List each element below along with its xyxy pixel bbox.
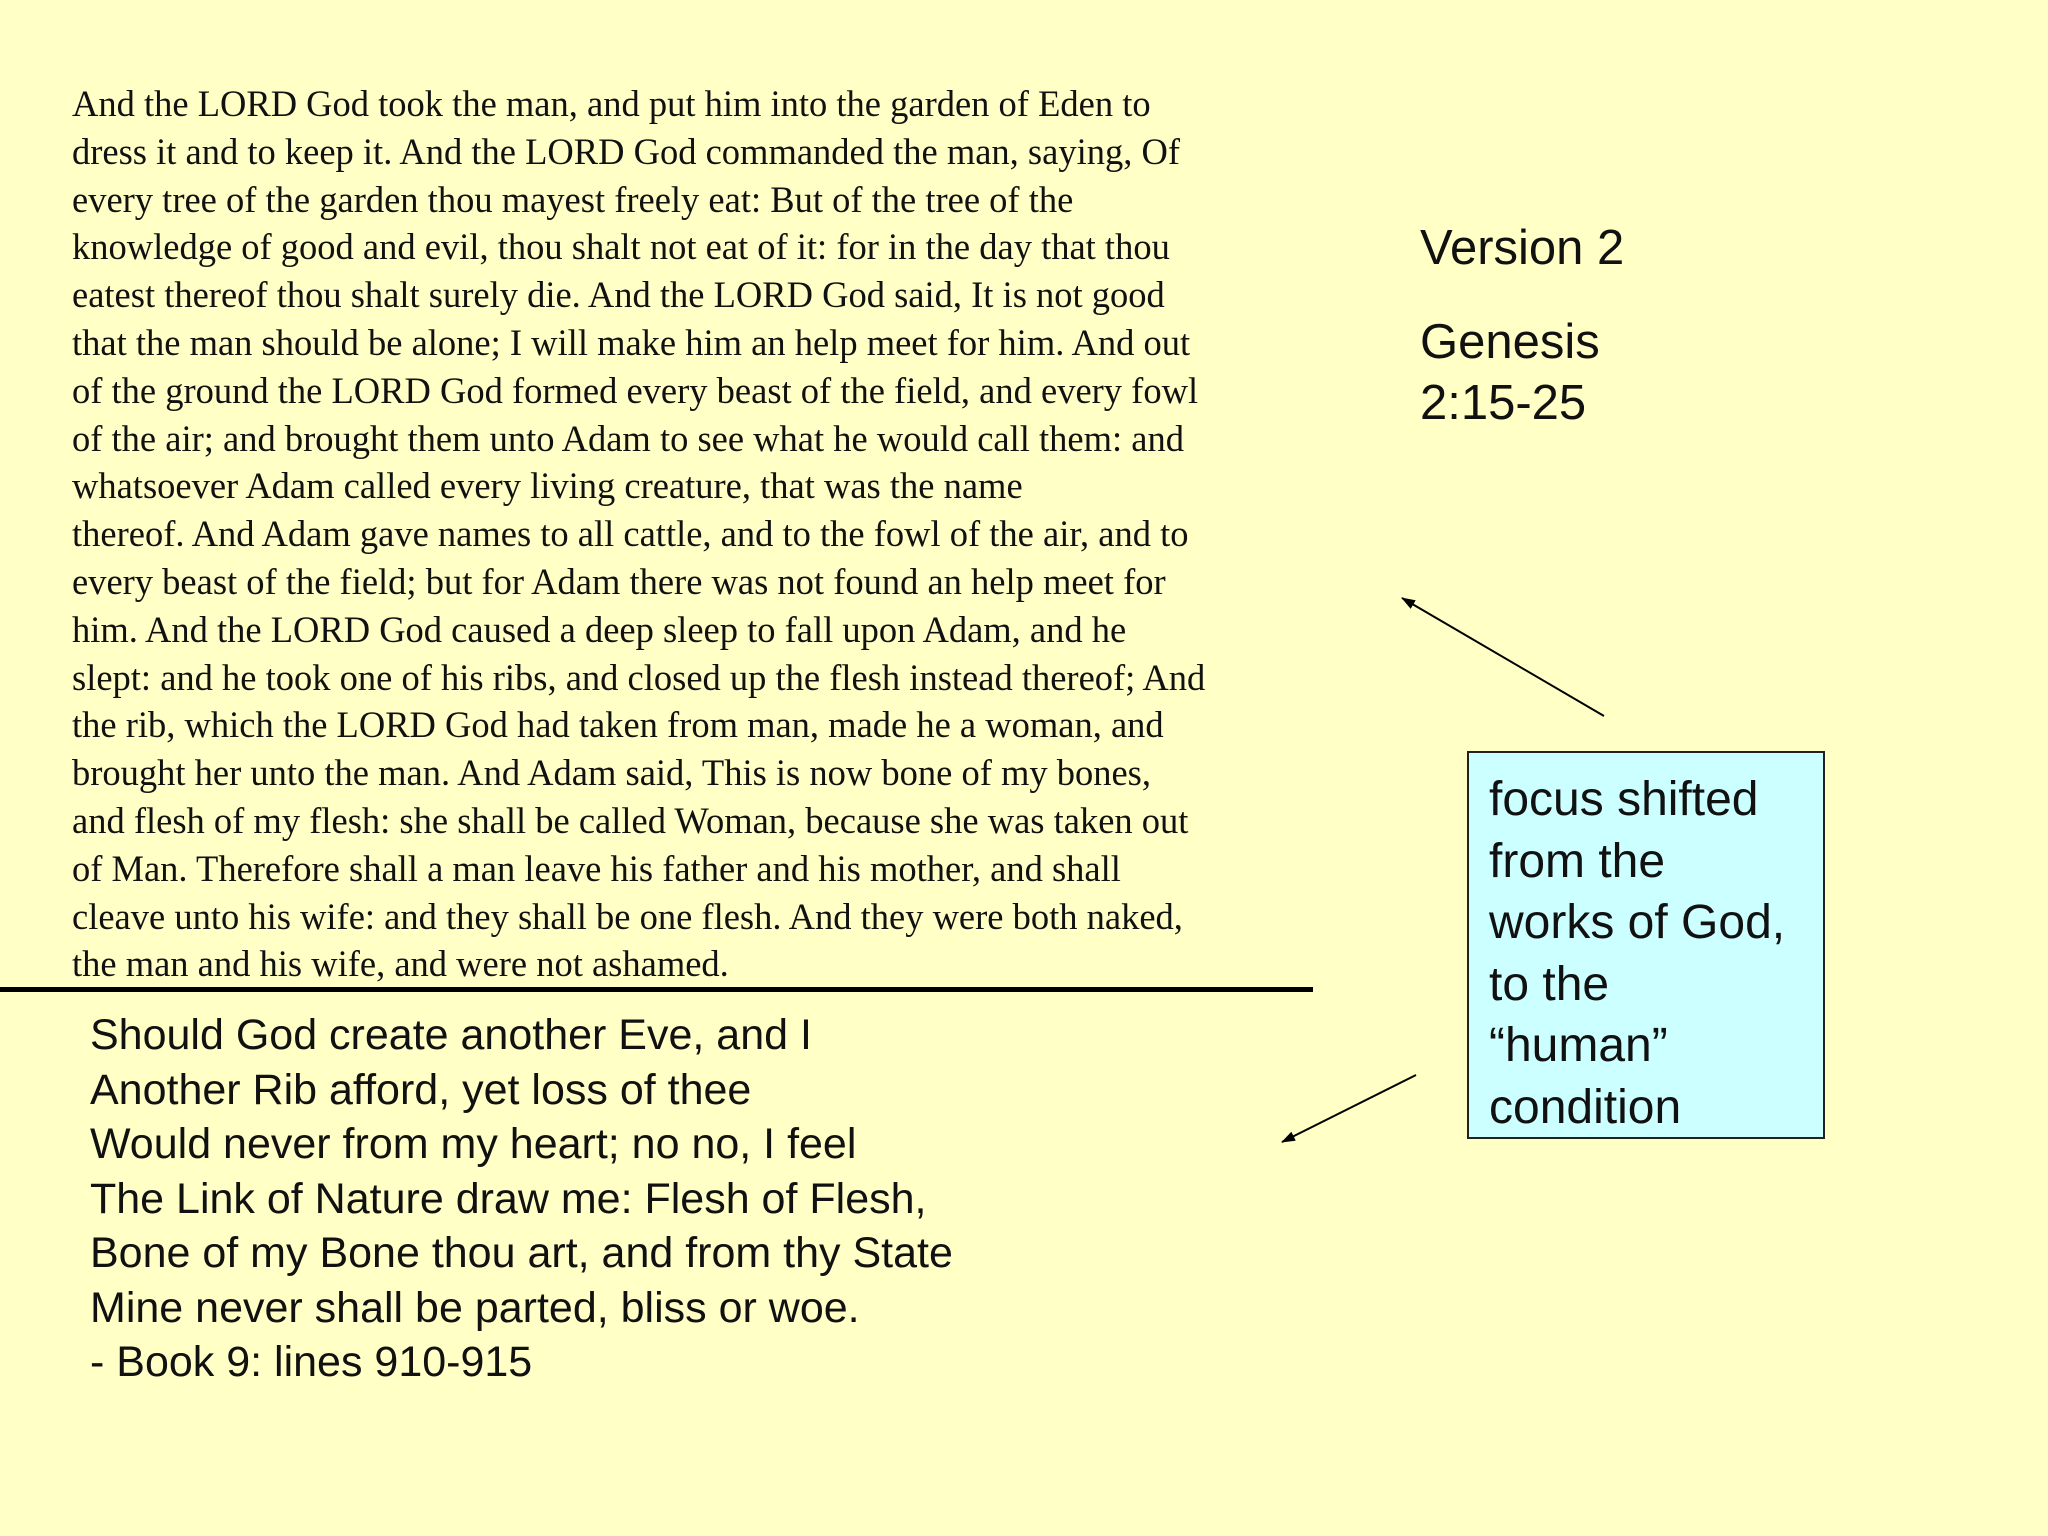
passage-line: the rib, which the LORD God had taken from man, made he a woman, and bbox=[72, 704, 1164, 746]
passage-line: slept: and he took one of his ribs, and closed up the flesh instead thereof; And bbox=[72, 656, 1206, 698]
poem-line: Mine never shall be parted, bliss or woe. bbox=[90, 1283, 860, 1332]
arrow-down-icon bbox=[1282, 1075, 1416, 1142]
poem-line: Another Rib afford, yet loss of thee bbox=[90, 1065, 752, 1114]
passage-line: of the air; and brought them unto Adam to see what he would call them: and bbox=[72, 417, 1184, 459]
callout-box bbox=[1467, 751, 1825, 1139]
arrow-up-icon bbox=[1402, 598, 1604, 716]
passage-line: that the man should be alone; I will make him an help meet for him. And out bbox=[72, 321, 1191, 363]
passage-line: knowledge of good and evil, thou shalt not eat of it: for in the day that thou bbox=[72, 226, 1170, 268]
passage-line: thereof. And Adam gave names to all cattle, and to the fowl of the air, and to bbox=[72, 513, 1189, 555]
passage-line: every tree of the garden thou mayest freely eat: But of the tree of the bbox=[72, 178, 1074, 220]
callout-line: from the bbox=[1489, 834, 1666, 888]
passage-line: of Man. Therefore shall a man leave his father and his mother, and shall bbox=[72, 847, 1121, 889]
poem-citation: - Book 9: lines 910-915 bbox=[90, 1338, 533, 1386]
callout-line: focus shifted bbox=[1489, 773, 1759, 826]
passage-line: and flesh of my flesh: she shall be called Woman, because she was taken out bbox=[72, 799, 1189, 841]
callout-line: works of God, bbox=[1489, 896, 1786, 949]
callout-line: to the bbox=[1489, 957, 1610, 1011]
paradise-lost-quote bbox=[90, 1008, 953, 1390]
passage-line: whatsoever Adam called every living creature, that was the name bbox=[72, 465, 1023, 507]
poem-line: Should God create another Eve, and I bbox=[90, 1011, 812, 1059]
passage-line: dress it and to keep it. And the LORD God commanded the man, saying, Of bbox=[72, 130, 1180, 172]
poem-line: The Link of Nature draw me: Flesh of Flesh, bbox=[90, 1174, 927, 1223]
passage-line: cleave unto his wife: and they shall be one flesh. And they were both naked, bbox=[72, 895, 1183, 937]
passage-line: of the ground the LORD God formed every beast of the field, and every fowl bbox=[72, 369, 1199, 411]
scripture-reference: Genesis 2:15-25 bbox=[1420, 315, 1600, 430]
passage-line: the man and his wife, and were not ashamed. bbox=[72, 943, 729, 985]
callout-line: condition bbox=[1489, 1080, 1682, 1134]
passage-line: eatest thereof thou shalt surely die. And the LORD God said, It is not good bbox=[72, 274, 1165, 316]
passage-line: him. And the LORD God caused a deep sleep to fall upon Adam, and he bbox=[72, 608, 1127, 650]
version-label: Version 2 bbox=[1420, 221, 1625, 275]
poem-line: Would never from my heart; no no, I feel bbox=[90, 1120, 857, 1168]
section-divider bbox=[0, 987, 1313, 992]
genesis-passage bbox=[72, 80, 1342, 988]
passage-line: And the LORD God took the man, and put him into the garden of Eden to bbox=[72, 83, 1151, 124]
poem-line: Bone of my Bone thou art, and from thy State bbox=[90, 1229, 953, 1277]
callout-line: “human” bbox=[1489, 1019, 1668, 1072]
passage-line: brought her unto the man. And Adam said, This is now bone of my bones, bbox=[72, 752, 1152, 794]
passage-line: every beast of the field; but for Adam there was not found an help meet for bbox=[72, 560, 1166, 602]
